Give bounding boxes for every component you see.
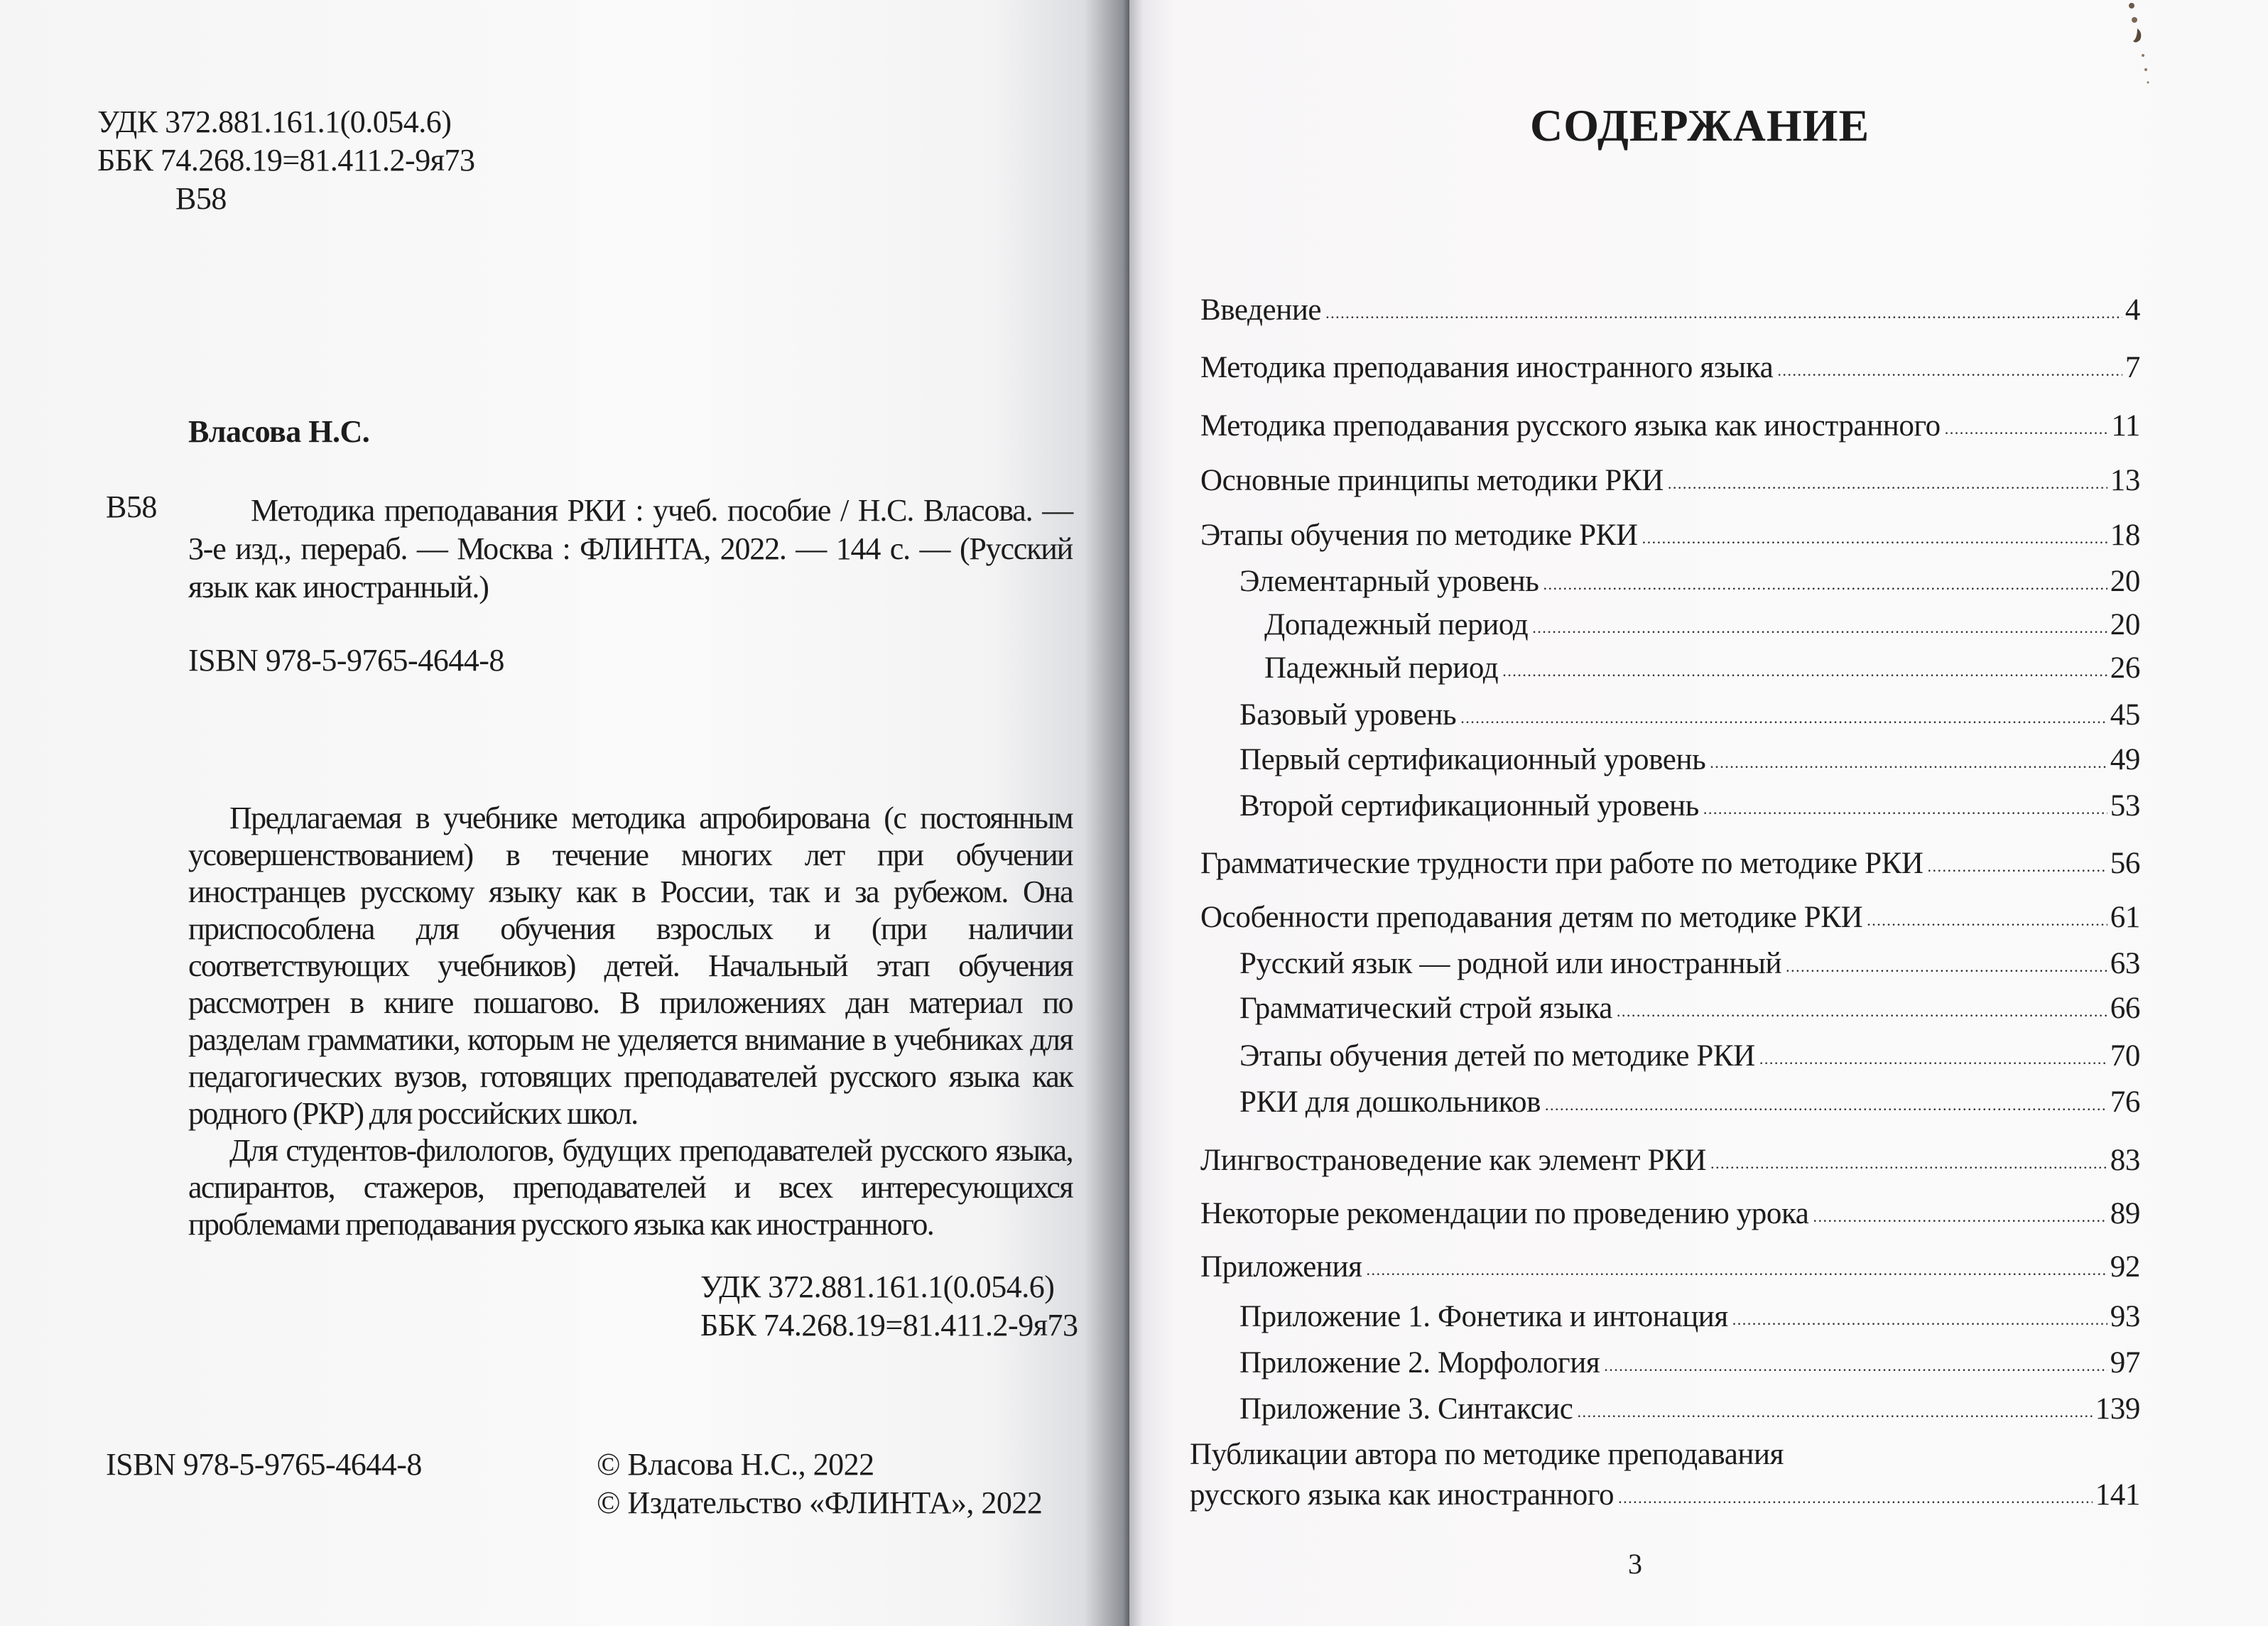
toc-entry[interactable]: [1264, 607, 2140, 640]
toc-entry-label: Некоторые рекомендации по проведению урока: [1200, 1197, 1809, 1230]
bibliographic-text: Методика преподавания РКИ : учеб. пособие / Н.С. Власова. — 3-е изд., перераб. — Москва : ФЛИНТА, 2022. — 144 с. — (Русский язык как иностранный.): [188, 493, 1073, 605]
toc-leader-dots: [1545, 1097, 2107, 1113]
toc-leader-dots: [1642, 531, 2107, 546]
toc-entry-label: русского языка как иностранного: [1190, 1478, 1615, 1512]
toc-leader-dots: [1325, 305, 2122, 321]
toc-entry-page: 13: [2110, 464, 2140, 497]
toc-leader-dots: [1502, 663, 2107, 679]
toc-leader-dots: [1928, 859, 2107, 874]
toc-entry-label: Элементарный уровень: [1239, 565, 1539, 598]
toc-leader-dots: [1604, 1358, 2107, 1374]
toc-entry-label: Введение: [1200, 293, 1322, 327]
toc-leader-dots: [1867, 913, 2107, 928]
annotation-paragraph-2: Для студентов-филологов, будущих преподавателей русского языка, аспирантов, стажеров, преподавателей и всех интересующихся проблемами преподавания русского языка как иностранного.: [188, 1133, 1073, 1242]
bbk-code-top: ББК 74.268.19=81.411.2-9я73: [97, 143, 475, 178]
toc-entry-label: Методика преподавания русского языка как иностранного: [1200, 409, 1941, 443]
toc-entry-label: Второй сертификационный уровень: [1239, 789, 1699, 823]
bibliographic-record: [188, 492, 1073, 607]
cutter-code-top: В58: [175, 181, 227, 216]
page-number: 3: [1628, 1548, 1642, 1580]
toc-entry-label: РКИ для дошкольников: [1239, 1085, 1541, 1119]
toc-entry-page: 45: [2110, 698, 2140, 732]
toc-entry[interactable]: [1200, 350, 2140, 383]
toc-entry-page: 26: [2110, 651, 2140, 685]
toc-entry-page: 76: [2110, 1085, 2140, 1119]
toc-entry[interactable]: [1200, 293, 2140, 325]
toc-entry-page: 53: [2110, 789, 2140, 823]
toc-entry[interactable]: [1239, 1345, 2140, 1378]
toc-leader-dots: [1732, 1312, 2107, 1328]
toc-leader-dots: [1532, 620, 2107, 636]
toc-entry[interactable]: [1200, 846, 2140, 879]
toc-entry-page: 89: [2110, 1197, 2140, 1230]
toc-entry[interactable]: [1239, 1392, 2140, 1424]
toc-entry-label: Особенности преподавания детям по методике РКИ: [1200, 901, 1863, 934]
annotation: [188, 800, 1073, 1243]
udk-code-bottom: УДК 372.881.161.1(0.054.6): [700, 1269, 1055, 1304]
isbn: ISBN 978-5-9765-4644-8: [188, 643, 504, 678]
toc-title: СОДЕРЖАНИЕ: [1530, 100, 1870, 151]
toc-leader-dots: [1813, 1209, 2107, 1225]
toc-entry[interactable]: [1239, 1299, 2140, 1332]
toc-entry-page: 4: [2125, 293, 2140, 327]
toc-leader-dots: [1703, 801, 2107, 817]
toc-entry[interactable]: [1200, 463, 2140, 496]
toc-entry-label: Методика преподавания иностранного языка: [1200, 351, 1774, 384]
toc-entry[interactable]: [1239, 1085, 2140, 1117]
toc-entry-page: 61: [2110, 901, 2140, 934]
toc-leader-dots: [1945, 421, 2109, 437]
left-page: [0, 0, 1129, 1626]
toc-entry-page: 18: [2110, 519, 2140, 552]
toc-leader-dots: [1759, 1051, 2107, 1067]
toc-entry-label: Допадежный период: [1264, 608, 1529, 641]
toc-entry[interactable]: [1264, 651, 2140, 683]
toc-entry[interactable]: [1239, 742, 2140, 775]
toc-entry-label: Базовый уровень: [1239, 698, 1457, 732]
toc-entry-label: Приложение 1. Фонетика и интонация: [1239, 1300, 1728, 1333]
copyright-publisher: © Издательство «ФЛИНТА», 2022: [597, 1485, 1043, 1520]
toc-entry[interactable]: [1200, 1196, 2140, 1229]
toc-entry-page: 70: [2110, 1039, 2140, 1073]
toc-entry-page: 20: [2110, 608, 2140, 641]
toc-entry-page: 97: [2110, 1346, 2140, 1380]
toc-leader-dots: [1710, 755, 2107, 771]
toc-leader-dots: [1577, 1404, 2092, 1420]
toc-entry[interactable]: [1239, 788, 2140, 821]
toc-entry-page: 141: [2095, 1478, 2140, 1512]
toc-entry-label: Основные принципы методики РКИ: [1200, 464, 1664, 497]
toc-entry-page: 92: [2110, 1250, 2140, 1284]
toc-entry-label: Грамматический строй языка: [1239, 992, 1612, 1025]
toc-entry-page: 20: [2110, 565, 2140, 598]
copyright-author: © Власова Н.С., 2022: [597, 1447, 874, 1482]
annotation-paragraph-1: Предлагаемая в учебнике методика апробирована (с постоянным усовершенствованием) в течение многих лет при обучении иностранцев русскому языку как в России, так и за рубежом. Она приспособлена для обучения взрослых и (при наличии соответствующих учебников) детей. Начальный этап обучения рассмотрен в книге пошагово. В приложениях дан материал по разделам грамматики, которым не уделяется внимание в учебниках для педагогических вузов, готовящих преподавателей русского языка как родного (РКР) для российских школ.: [188, 801, 1073, 1131]
toc-entry-label: Лингвострановедение как элемент РКИ: [1200, 1144, 1706, 1177]
author-name: Власова Н.С.: [188, 414, 370, 449]
udk-code-top: УДК 372.881.161.1(0.054.6): [97, 104, 452, 139]
bbk-code-bottom: ББК 74.268.19=81.411.2-9я73: [700, 1308, 1078, 1343]
toc-entry-page: 139: [2095, 1392, 2140, 1426]
toc-leader-dots: [1668, 476, 2107, 492]
toc-leader-dots: [1786, 959, 2107, 975]
toc-entry[interactable]: [1200, 518, 2140, 551]
toc-entry-page: 83: [2110, 1144, 2140, 1177]
isbn-bottom: ISBN 978-5-9765-4644-8: [106, 1447, 422, 1482]
toc-leader-dots: [1460, 710, 2107, 726]
toc-publications-line-1: Публикации автора по методике преподавания: [1190, 1438, 1784, 1471]
toc-leader-dots: [1777, 363, 2122, 379]
toc-entry[interactable]: [1239, 946, 2140, 979]
toc-leader-dots: [1618, 1490, 2093, 1506]
toc-entry[interactable]: [1239, 1039, 2140, 1071]
toc-entry-label: Падежный период: [1264, 651, 1499, 685]
toc-entry[interactable]: [1239, 698, 2140, 730]
ink-smudge-mark: [2126, 0, 2154, 85]
toc-entry[interactable]: [1200, 408, 2140, 441]
toc-entry-page: 93: [2110, 1300, 2140, 1333]
toc-entry-publications[interactable]: [1190, 1478, 2140, 1510]
toc-entry-page: 56: [2110, 847, 2140, 880]
toc-entry-label: Русский язык — родной или иностранный: [1239, 947, 1782, 980]
toc-entry-label: Этапы обучения детей по методике РКИ: [1239, 1039, 1755, 1073]
toc-entry-page: 63: [2110, 947, 2140, 980]
toc-entry-label: Этапы обучения по методике РКИ: [1200, 519, 1638, 552]
toc-leader-dots: [1366, 1262, 2107, 1278]
toc-entry[interactable]: [1200, 1143, 2140, 1176]
toc-leader-dots: [1710, 1156, 2107, 1171]
toc-entry[interactable]: [1200, 1250, 2140, 1282]
toc-entry-label: Грамматические трудности при работе по методике РКИ: [1200, 847, 1924, 880]
toc-entry-label: Приложения: [1200, 1250, 1362, 1284]
toc-leader-dots: [1617, 1004, 2107, 1019]
toc-entry-label: Первый сертификационный уровень: [1239, 743, 1706, 776]
toc-entry-page: 49: [2110, 743, 2140, 776]
toc-entry-page: 66: [2110, 992, 2140, 1025]
toc-entry-page: 11: [2111, 409, 2140, 443]
toc-entry[interactable]: [1239, 564, 2140, 597]
cutter-mark: В58: [106, 489, 157, 524]
toc-entry-label: Приложение 3. Синтаксис: [1239, 1392, 1573, 1426]
toc-entry[interactable]: [1239, 991, 2140, 1024]
toc-entry-page: 7: [2125, 351, 2140, 384]
toc-entry-label: Приложение 2. Морфология: [1239, 1346, 1600, 1380]
toc-leader-dots: [1543, 577, 2107, 592]
toc-entry[interactable]: [1200, 900, 2140, 933]
